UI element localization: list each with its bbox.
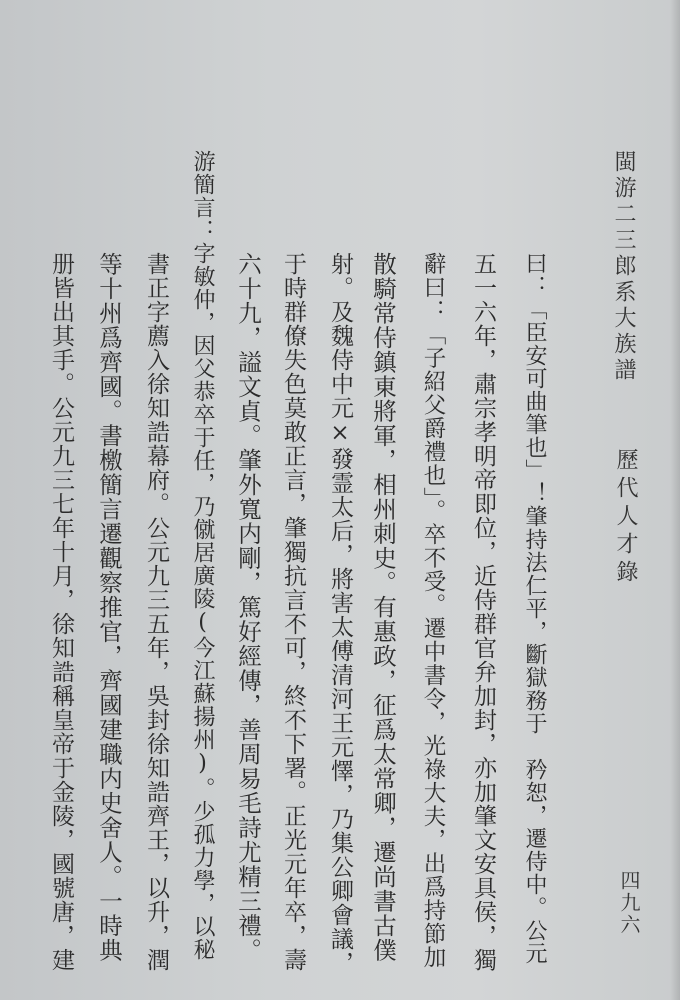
text-column-6: 于時群僚失色莫敢正言，肇獨抗言不可，終不下署。正光元年卒，壽 — [280, 252, 306, 972]
text-column-8: 游簡言：字敏仲，因父恭卒于任，乃僦居廣陵(今江蘇揚州)。少孤力學，以秘 — [190, 150, 215, 961]
text-column-9: 書正字薦入徐知誥幕府。公元九三五年，吳封徐知誥齊王，以升，潤 — [143, 252, 169, 972]
running-header-section: 歷代人才錄 — [613, 448, 638, 588]
text-column-10: 等十州爲齊國。書檄簡言遷觀察推官，齊國建職内史舍人。一時典 — [95, 252, 123, 963]
text-column-2: 五一六年，肅宗孝明帝即位，近侍群官弁加封，亦加肇文安具侯，獨 — [470, 252, 496, 972]
text-column-4: 散騎常侍鎮東將軍，相州刺史。有惠政，征爲太常卿，遷尚書古僕 — [369, 252, 397, 963]
page-spine-shadow — [670, 0, 680, 1000]
text-column-1: 曰：「臣安可曲筆也」！肇持法仁平，斷獄務于 矜恕，遷侍中。公元 — [522, 252, 547, 965]
running-header-book-title: 閩游二三郎系大族譜 — [611, 150, 636, 384]
text-column-5: 射。及魏侍中元×發霊太后，將害太傅清河王元懌，乃集公卿會議， — [327, 252, 353, 975]
text-column-3: 辭曰：「子紹父爵禮也」。卒不受。遷中書令，光祿大夫，出爲持節加 — [420, 252, 446, 970]
text-column-11: 册皆出其手。公元九三七年十月，徐知誥稱皇帝于金陵，國號唐，建 — [48, 252, 74, 972]
text-column-7: 六十九，謚文貞。肇外寬内剛，篤好經傳，善周易毛詩尤精三禮。 — [234, 252, 262, 963]
page-number: 四九六 — [617, 870, 641, 936]
